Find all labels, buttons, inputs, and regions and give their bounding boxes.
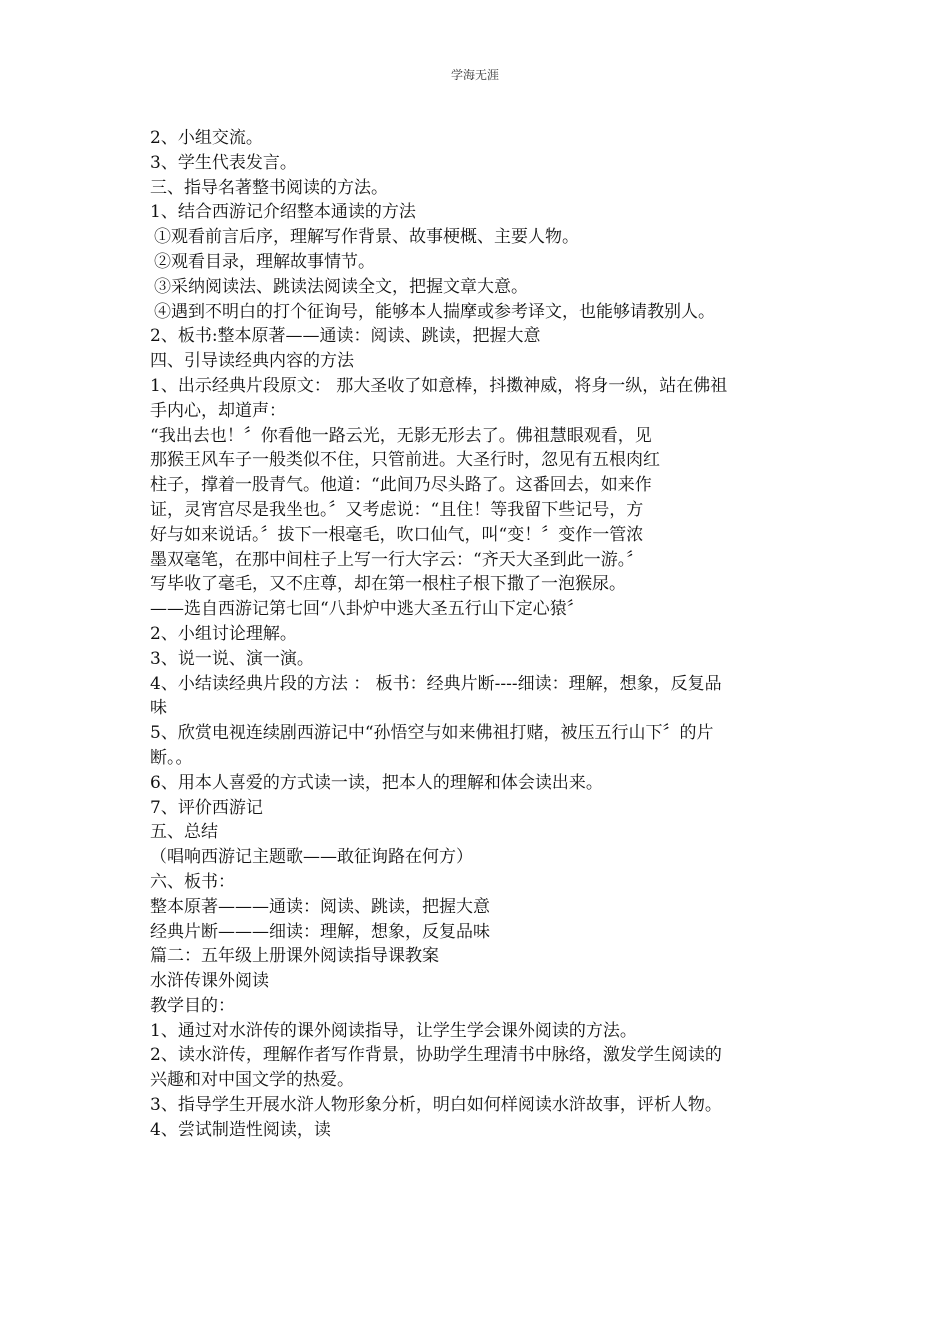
list-item: ②观看目录，理解故事情节。 [154, 251, 375, 272]
quote-line: 墨双毫笔，在那中间柱子上写一行大字云：“齐天大圣到此一游。〞 [150, 549, 644, 570]
text-line: 手内心，却道声： [150, 400, 286, 421]
text-line: 经典片断———细读：理解，想象，反复品味 [150, 921, 490, 942]
text-line: 3、学生代表发言。 [150, 152, 297, 173]
text-line: 2、小组讨论理解。 [150, 623, 297, 644]
text-line: 7、评价西游记 [150, 797, 263, 818]
text-line: 1、通过对水浒传的课外阅读指导，让学生学会课外阅读的方法。 [150, 1020, 637, 1041]
text-line: 味 [150, 698, 167, 719]
list-item: ③采纳阅读法、跳读法阅读全文，把握文章大意。 [154, 276, 528, 297]
text-line: 断。。 [150, 747, 193, 768]
text-line: 兴趣和对中国文学的热爱。 [150, 1070, 354, 1091]
text-line: 教学目的： [150, 995, 235, 1016]
section-heading: 三、指导名著整书阅读的方法。 [150, 177, 388, 198]
text-line: 5、欣赏电视连续剧西游记中“孙悟空与如来佛祖打赌，被压五行山下〞的片 [150, 723, 714, 744]
text-line: 4、小结读经典片段的方法 ： 板书：经典片断----细读：理解，想象，反复品 [150, 673, 722, 694]
text-line: 1、出示经典片段原文： 那大圣收了如意棒，抖擞神威，将身一纵，站在佛祖 [150, 375, 728, 396]
text-line: 整本原著———通读：阅读、跳读，把握大意 [150, 896, 490, 917]
text-line: 2、小组交流。 [150, 128, 263, 148]
text-line: （唱响西游记主题歌——敢征询路在何方） [150, 847, 473, 868]
list-item: ①观看前言后序，理解写作背景、故事梗概、主要人物。 [154, 227, 579, 248]
section-heading: 六、板书： [150, 871, 235, 892]
page-header: 学海无涯 [450, 68, 499, 82]
text-line: 4、尝试制造性阅读，读 [150, 1119, 331, 1140]
section-heading: 五、总结 [150, 822, 218, 843]
quote-line: 好与如来说话。〞拔下一根毫毛，吹口仙气，叫“变！〞变作一管浓 [150, 524, 644, 545]
text-line: 2、板书:整本原著——通读：阅读、跳读，把握大意 [150, 326, 541, 347]
quote-line: 那猴王风车子一般类似不住，只管前进。大圣行时，忽见有五根肉红 [150, 450, 660, 471]
list-item: ④遇到不明白的打个征询号，能够本人揣摩或参考译文，也能够请教别人。 [154, 301, 715, 322]
text-line: 2、读水浒传，理解作者写作背景，协助学生理清书中脉络，激发学生阅读的 [150, 1045, 722, 1066]
text-line: 1、结合西游记介绍整本通读的方法 [150, 202, 416, 223]
section-heading: 篇二：五年级上册课外阅读指导课教案 [150, 946, 439, 967]
text-line: 3、说一说、演一演。 [150, 648, 314, 669]
document-body [150, 126, 802, 1143]
text-line: 6、用本人喜爱的方式读一读，把本人的理解和体会读出来。 [150, 772, 603, 793]
text-line: 3、指导学生开展水浒人物形象分析，明白如何样阅读水浒故事，评析人物。 [150, 1095, 722, 1116]
text-line: 水浒传课外阅读 [150, 971, 269, 992]
quote-line: “我出去也！〞你看他一路云光，无影无形去了。佛祖慧眼观看，见 [150, 425, 652, 446]
quote-line: 写毕收了毫毛，又不庄尊，却在第一根柱子根下撒了一泡猴尿。 [150, 574, 626, 595]
section-heading: 四、引导读经典内容的方法 [150, 351, 354, 372]
quote-source: ——选自西游记第七回“八卦炉中逃大圣五行山下定心猿〞 [150, 599, 584, 620]
quote-line: 证，灵宵宫尽是我坐也。〞又考虑说：“且住！等我留下些记号，方 [150, 499, 644, 520]
quote-line: 柱子，撑着一股青气。他道：“此间乃尽头路了。这番回去，如来作 [150, 475, 652, 496]
